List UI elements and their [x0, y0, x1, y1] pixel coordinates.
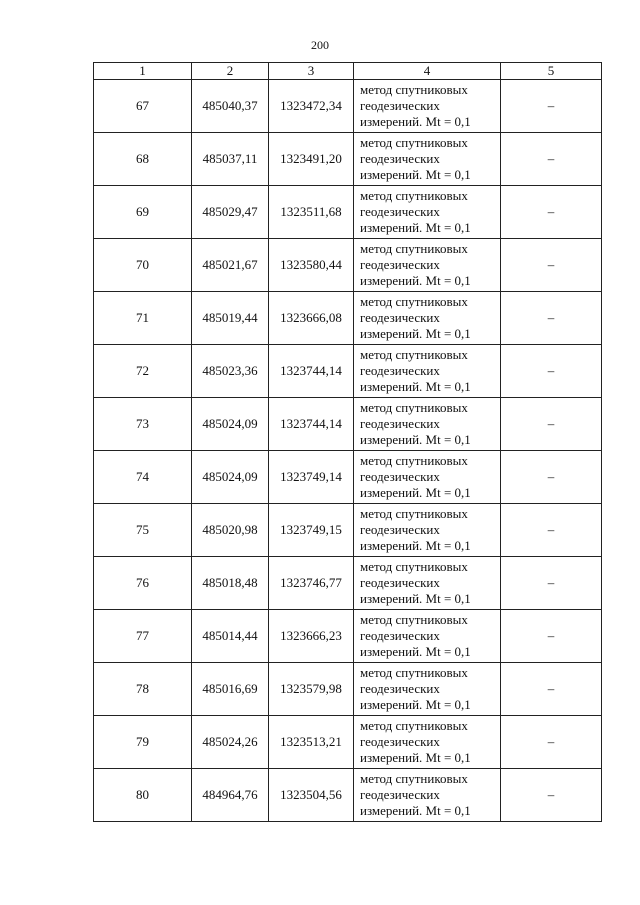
note-cell-text: – — [547, 681, 555, 696]
note-cell-text: – — [547, 416, 555, 431]
method-cell — [354, 186, 501, 239]
x-coordinate-cell — [192, 504, 269, 557]
method-cell-text: метод спутниковых геодезических измерений. Mt = 0,1 — [360, 506, 471, 553]
header-col-5: 5 — [501, 63, 602, 80]
table-row — [94, 80, 602, 133]
point-number-cell-text: 78 — [136, 681, 149, 696]
note-cell — [501, 504, 602, 557]
y-coordinate-cell-text: 1323749,14 — [280, 469, 342, 484]
note-cell — [501, 451, 602, 504]
point-number-cell-text: 79 — [136, 734, 149, 749]
table-row — [94, 186, 602, 239]
table-row — [94, 239, 602, 292]
y-coordinate-cell-text: 1323746,77 — [280, 575, 342, 590]
note-cell-text: – — [547, 522, 555, 537]
x-coordinate-cell — [192, 292, 269, 345]
y-coordinate-cell — [269, 504, 354, 557]
x-coordinate-cell — [192, 663, 269, 716]
method-cell — [354, 133, 501, 186]
point-number-cell — [94, 345, 192, 398]
header-col-3: 3 — [269, 63, 354, 80]
note-cell — [501, 557, 602, 610]
y-coordinate-cell — [269, 451, 354, 504]
note-cell — [501, 133, 602, 186]
table-row — [94, 398, 602, 451]
x-coordinate-cell — [192, 451, 269, 504]
x-coordinate-cell — [192, 186, 269, 239]
point-number-cell — [94, 292, 192, 345]
method-cell-text: метод спутниковых геодезических измерений. Mt = 0,1 — [360, 188, 471, 235]
point-number-cell — [94, 239, 192, 292]
y-coordinate-cell — [269, 610, 354, 663]
y-coordinate-cell-text: 1323504,56 — [280, 787, 342, 802]
method-cell — [354, 769, 501, 822]
point-number-cell — [94, 133, 192, 186]
table-body — [94, 80, 602, 822]
y-coordinate-cell-text: 1323579,98 — [280, 681, 342, 696]
table-row — [94, 769, 602, 822]
point-number-cell-text: 70 — [136, 257, 149, 272]
method-cell-text: метод спутниковых геодезических измерений. Mt = 0,1 — [360, 453, 471, 500]
x-coordinate-cell — [192, 133, 269, 186]
method-cell-text: метод спутниковых геодезических измерений. Mt = 0,1 — [360, 771, 471, 818]
point-number-cell — [94, 451, 192, 504]
point-number-cell-text: 77 — [136, 628, 149, 643]
x-coordinate-cell — [192, 557, 269, 610]
x-coordinate-cell — [192, 610, 269, 663]
y-coordinate-cell — [269, 292, 354, 345]
method-cell — [354, 504, 501, 557]
x-coordinate-cell — [192, 80, 269, 133]
note-cell-text: – — [547, 363, 555, 378]
method-cell — [354, 716, 501, 769]
x-coordinate-cell-text: 484964,76 — [202, 787, 258, 802]
table-row — [94, 663, 602, 716]
note-cell — [501, 663, 602, 716]
note-cell — [501, 186, 602, 239]
method-cell — [354, 663, 501, 716]
table-row — [94, 504, 602, 557]
header-col-2: 2 — [192, 63, 269, 80]
point-number-cell — [94, 663, 192, 716]
y-coordinate-cell-text: 1323472,34 — [280, 98, 342, 113]
y-coordinate-cell-text: 1323749,15 — [280, 522, 342, 537]
y-coordinate-cell — [269, 133, 354, 186]
header-col-1: 1 — [94, 63, 192, 80]
note-cell-text: – — [547, 204, 555, 219]
point-number-cell — [94, 716, 192, 769]
x-coordinate-cell-text: 485023,36 — [202, 363, 258, 378]
y-coordinate-cell — [269, 80, 354, 133]
x-coordinate-cell-text: 485037,11 — [202, 151, 258, 166]
y-coordinate-cell — [269, 186, 354, 239]
note-cell-text: – — [547, 787, 555, 802]
method-cell — [354, 451, 501, 504]
note-cell — [501, 292, 602, 345]
note-cell-text: – — [547, 151, 555, 166]
method-cell — [354, 239, 501, 292]
x-coordinate-cell-text: 485024,09 — [202, 469, 258, 484]
note-cell — [501, 345, 602, 398]
method-cell-text: метод спутниковых геодезических измерений. Mt = 0,1 — [360, 347, 471, 394]
table-row — [94, 292, 602, 345]
method-cell — [354, 398, 501, 451]
x-coordinate-cell-text: 485040,37 — [202, 98, 258, 113]
point-number-cell — [94, 504, 192, 557]
method-cell — [354, 557, 501, 610]
note-cell-text: – — [547, 469, 555, 484]
note-cell-text: – — [547, 575, 555, 590]
point-number-cell-text: 80 — [136, 787, 149, 802]
y-coordinate-cell-text: 1323666,23 — [280, 628, 342, 643]
x-coordinate-cell-text: 485024,26 — [202, 734, 258, 749]
point-number-cell-text: 76 — [136, 575, 149, 590]
method-cell-text: метод спутниковых геодезических измерений. Mt = 0,1 — [360, 241, 471, 288]
method-cell — [354, 345, 501, 398]
point-number-cell-text: 72 — [136, 363, 149, 378]
note-cell — [501, 398, 602, 451]
table-row — [94, 451, 602, 504]
method-cell — [354, 610, 501, 663]
y-coordinate-cell-text: 1323491,20 — [280, 151, 342, 166]
x-coordinate-cell — [192, 716, 269, 769]
x-coordinate-cell-text: 485029,47 — [202, 204, 258, 219]
point-number-cell-text: 68 — [136, 151, 149, 166]
y-coordinate-cell — [269, 769, 354, 822]
note-cell — [501, 610, 602, 663]
point-number-cell-text: 74 — [136, 469, 149, 484]
note-cell-text: – — [547, 98, 555, 113]
y-coordinate-cell-text: 1323513,21 — [280, 734, 342, 749]
method-cell — [354, 292, 501, 345]
x-coordinate-cell-text: 485024,09 — [202, 416, 258, 431]
table-row — [94, 716, 602, 769]
note-cell — [501, 80, 602, 133]
x-coordinate-cell-text: 485021,67 — [202, 257, 258, 272]
table-row — [94, 610, 602, 663]
method-cell-text: метод спутниковых геодезических измерений. Mt = 0,1 — [360, 82, 471, 129]
method-cell — [354, 80, 501, 133]
table-row — [94, 133, 602, 186]
table-row — [94, 557, 602, 610]
point-number-cell — [94, 80, 192, 133]
point-number-cell — [94, 186, 192, 239]
x-coordinate-cell-text: 485019,44 — [202, 310, 258, 325]
note-cell-text: – — [547, 257, 555, 272]
point-number-cell-text: 73 — [136, 416, 149, 431]
note-cell-text: – — [547, 734, 555, 749]
y-coordinate-cell — [269, 716, 354, 769]
coordinates-table — [93, 62, 602, 822]
method-cell-text: метод спутниковых геодезических измерений. Mt = 0,1 — [360, 294, 471, 341]
table-row — [94, 345, 602, 398]
header-col-4: 4 — [354, 63, 501, 80]
method-cell-text: метод спутниковых геодезических измерений. Mt = 0,1 — [360, 559, 471, 606]
y-coordinate-cell-text: 1323666,08 — [280, 310, 342, 325]
method-cell-text: метод спутниковых геодезических измерений. Mt = 0,1 — [360, 718, 471, 765]
note-cell — [501, 716, 602, 769]
method-cell-text: метод спутниковых геодезических измерений. Mt = 0,1 — [360, 135, 471, 182]
note-cell-text: – — [547, 628, 555, 643]
point-number-cell — [94, 557, 192, 610]
point-number-cell — [94, 769, 192, 822]
point-number-cell — [94, 398, 192, 451]
y-coordinate-cell-text: 1323511,68 — [280, 204, 342, 219]
y-coordinate-cell — [269, 239, 354, 292]
x-coordinate-cell-text: 485016,69 — [202, 681, 258, 696]
y-coordinate-cell — [269, 398, 354, 451]
method-cell-text: метод спутниковых геодезических измерений. Mt = 0,1 — [360, 665, 471, 712]
method-cell-text: метод спутниковых геодезических измерений. Mt = 0,1 — [360, 400, 471, 447]
x-coordinate-cell — [192, 345, 269, 398]
x-coordinate-cell-text: 485020,98 — [202, 522, 258, 537]
point-number-cell-text: 67 — [136, 98, 149, 113]
y-coordinate-cell-text: 1323744,14 — [280, 416, 342, 431]
point-number-cell-text: 75 — [136, 522, 149, 537]
y-coordinate-cell-text: 1323744,14 — [280, 363, 342, 378]
note-cell — [501, 769, 602, 822]
point-number-cell — [94, 610, 192, 663]
page-number: 200 — [311, 38, 329, 52]
note-cell — [501, 239, 602, 292]
x-coordinate-cell — [192, 239, 269, 292]
x-coordinate-cell-text: 485014,44 — [202, 628, 258, 643]
x-coordinate-cell — [192, 769, 269, 822]
note-cell-text: – — [547, 310, 555, 325]
y-coordinate-cell — [269, 557, 354, 610]
point-number-cell-text: 71 — [136, 310, 149, 325]
method-cell-text: метод спутниковых геодезических измерений. Mt = 0,1 — [360, 612, 471, 659]
point-number-cell-text: 69 — [136, 204, 149, 219]
x-coordinate-cell — [192, 398, 269, 451]
y-coordinate-cell — [269, 345, 354, 398]
y-coordinate-cell — [269, 663, 354, 716]
table-header-row — [94, 63, 602, 80]
x-coordinate-cell-text: 485018,48 — [202, 575, 258, 590]
y-coordinate-cell-text: 1323580,44 — [280, 257, 342, 272]
